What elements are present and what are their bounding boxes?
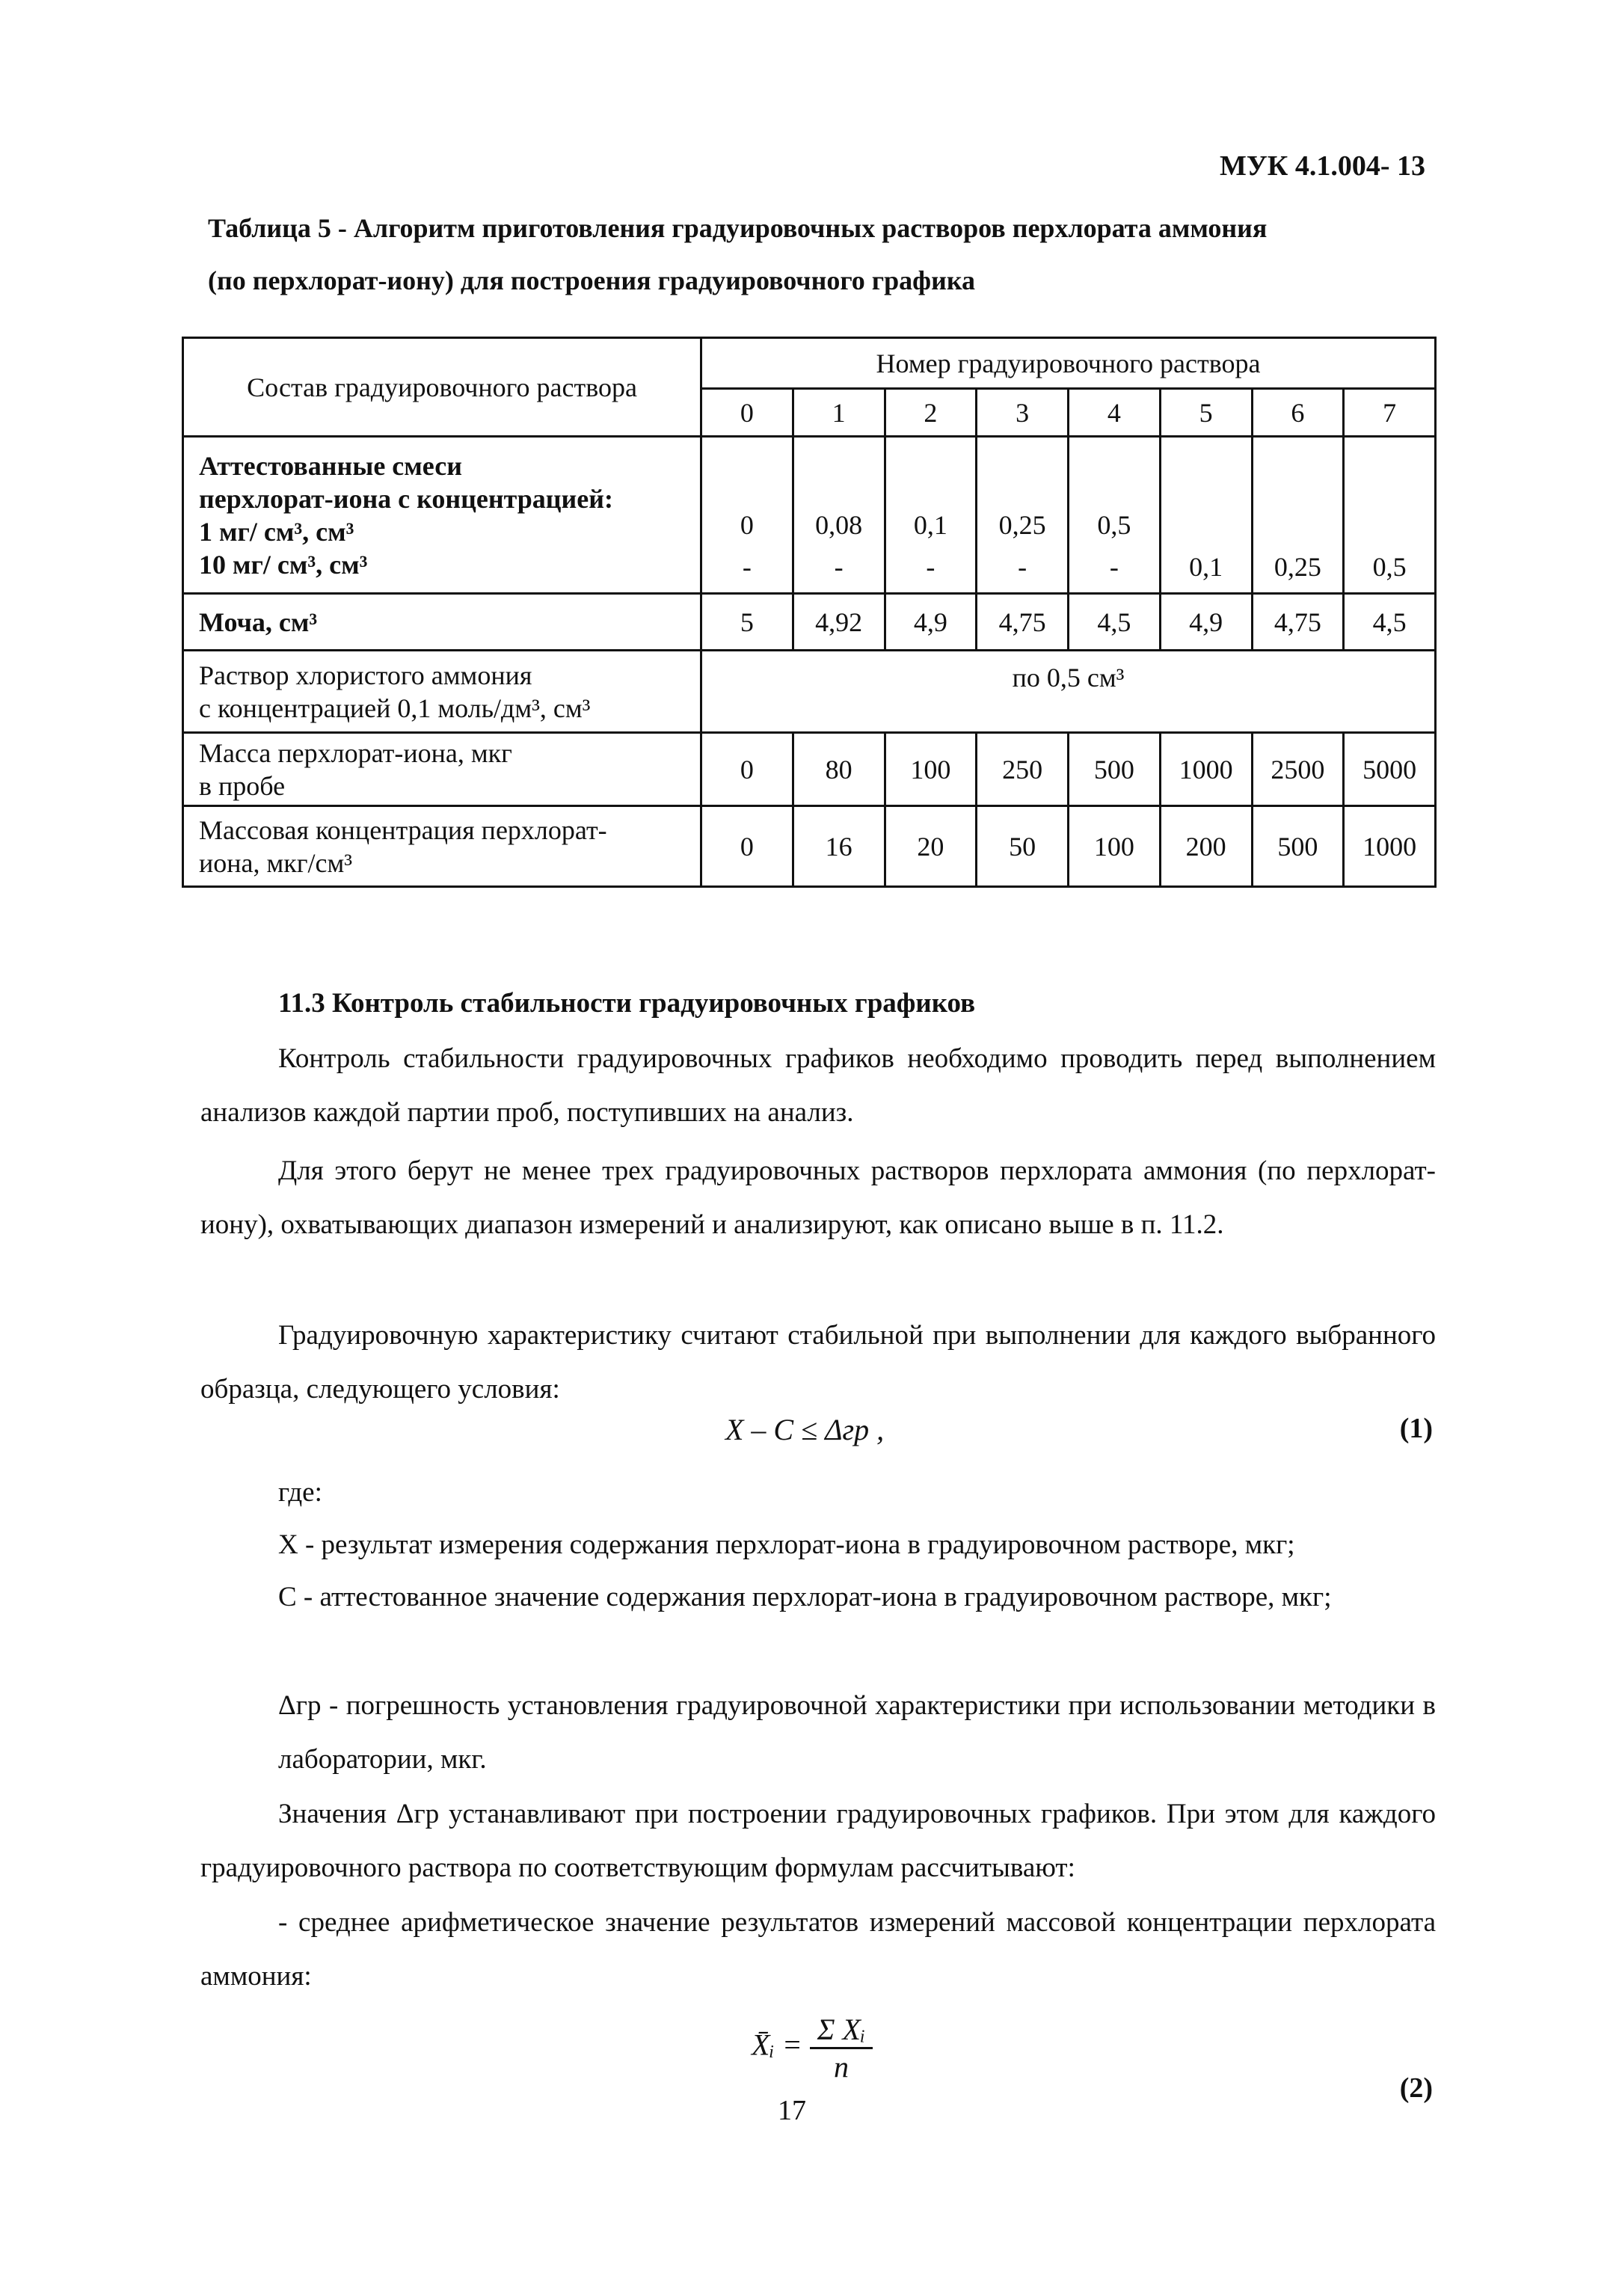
- table-cell: 16: [793, 806, 885, 887]
- formula-2-denominator: n: [834, 2050, 850, 2084]
- table-cell: 0,25 -: [977, 437, 1069, 594]
- table-cell: 0,08 -: [793, 437, 885, 594]
- table-cell: 80: [793, 733, 885, 806]
- formula-1: X – C ≤ Δгр ,: [725, 1413, 885, 1446]
- definition-x: X - результат измерения содержания перхлорат-иона в градуировочном растворе, мкг;: [278, 1529, 1295, 1560]
- formula-2-numerator: Σ Xᵢ: [810, 2012, 873, 2049]
- table-cell: 0: [701, 733, 793, 806]
- col-composition-header: Состав градуировочного раствора: [183, 338, 701, 437]
- table-cell: 50: [977, 806, 1069, 887]
- table-cell: 0,25: [1252, 437, 1344, 594]
- formula-2-fraction: [810, 2012, 873, 2084]
- number-cell: 3: [977, 389, 1069, 437]
- page-number: 17: [778, 2095, 806, 2126]
- definition-delta: Δгр - погрешность установления градуировочной характеристики при использовании методики в лаборатории, мкг.: [278, 1690, 1436, 1775]
- caption-line-1: Таблица 5 - Алгоритм приготовления градуировочных растворов перхлората аммония: [208, 213, 1268, 243]
- table-row: [183, 594, 1436, 651]
- document-code: МУК 4.1.004- 13: [1220, 150, 1425, 182]
- table-cell: 200: [1160, 806, 1252, 887]
- number-cell: 2: [885, 389, 977, 437]
- table-cell: 0,1: [1160, 437, 1252, 594]
- table-cell: 500: [1252, 806, 1344, 887]
- table-row: [183, 651, 1436, 733]
- table-cell: 4,75: [977, 594, 1069, 651]
- caption-line-2: (по перхлорат-иону) для построения градуировочного графика: [208, 265, 976, 295]
- table-cell: 0,5 -: [1069, 437, 1161, 594]
- table-caption: [208, 202, 1434, 307]
- paragraph-3: Градуировочную характеристику считают стабильной при выполнении для каждого выбранного образца, следующего условия:: [200, 1320, 1436, 1405]
- table-cell: 0,1 -: [885, 437, 977, 594]
- row-label-mass: Масса перхлорат-иона, мкг в пробе: [183, 733, 701, 806]
- row-label-ammonium-chloride: Раствор хлористого аммония с концентрацией 0,1 моль/дм³, см³: [183, 651, 701, 733]
- table-cell: 4,9: [1160, 594, 1252, 651]
- table-row: [183, 806, 1436, 887]
- table-cell: 500: [1069, 733, 1161, 806]
- paragraph-5: - среднее арифметическое значение результатов измерений массовой концентрации перхлората аммония:: [200, 1907, 1436, 1992]
- row-label-concentration: Массовая концентрация перхлорат- иона, мкг/см³: [183, 806, 701, 887]
- where-label: где:: [278, 1477, 322, 1508]
- table-cell: 1000: [1344, 806, 1436, 887]
- number-cell: 1: [793, 389, 885, 437]
- row-label-certified-mixtures: Аттестованные смеси перхлорат-иона с концентрацией: 1 мг/ см³, см³ 10 мг/ см³, см³: [183, 437, 701, 594]
- table-row: [183, 437, 1436, 594]
- table-cell: 5000: [1344, 733, 1436, 806]
- equation-number-1: (1): [1399, 1413, 1433, 1444]
- table-cell: 4,5: [1344, 594, 1436, 651]
- table-cell: 250: [977, 733, 1069, 806]
- table-cell: 5: [701, 594, 793, 651]
- number-cell: 6: [1252, 389, 1344, 437]
- number-cell: 4: [1069, 389, 1161, 437]
- paragraph-2: Для этого берут не менее трех градуировочных растворов перхлората аммония (по перхлорат-иону), охватывающих диапазон измерений и анализируют, как описано выше в п. 11.2.: [200, 1155, 1436, 1240]
- table-row: [183, 733, 1436, 806]
- definition-c: C - аттестованное значение содержания перхлорат-иона в градуировочном растворе, мкг;: [278, 1582, 1332, 1612]
- table-cell: 0: [701, 806, 793, 887]
- paragraph-4: Значения Δгр устанавливают при построении градуировочных графиков. При этом для каждого градуировочного раствора по соответствующим формулам рассчитывают:: [200, 1799, 1436, 1883]
- table-cell: 100: [1069, 806, 1161, 887]
- group-number-header: Номер градуировочного раствора: [701, 338, 1436, 389]
- paragraph-1: Контроль стабильности градуировочных графиков необходимо проводить перед выполнением анализов каждой партии проб, поступивших на анализ.: [200, 1043, 1436, 1128]
- section-heading: 11.3 Контроль стабильности градуировочных графиков: [278, 988, 976, 1019]
- table-cell: 100: [885, 733, 977, 806]
- formula-2: [752, 2012, 873, 2084]
- number-cell: 5: [1160, 389, 1252, 437]
- calibration-table: [182, 337, 1437, 888]
- table-cell: 4,9: [885, 594, 977, 651]
- table-cell: 4,92: [793, 594, 885, 651]
- formula-2-lhs: X̄ᵢ =: [752, 2028, 802, 2062]
- table-cell: 4,75: [1252, 594, 1344, 651]
- table-cell: 2500: [1252, 733, 1344, 806]
- table-cell: 1000: [1160, 733, 1252, 806]
- table-cell: 20: [885, 806, 977, 887]
- number-cell: 0: [701, 389, 793, 437]
- table-cell: 0 -: [701, 437, 793, 594]
- number-cell: 7: [1344, 389, 1436, 437]
- equation-number-2: (2): [1399, 2072, 1433, 2104]
- row-label-urine: Моча, см³: [183, 594, 701, 651]
- table-cell: 0,5: [1344, 437, 1436, 594]
- table-cell: 4,5: [1069, 594, 1161, 651]
- merged-cell: по 0,5 см³: [701, 651, 1436, 733]
